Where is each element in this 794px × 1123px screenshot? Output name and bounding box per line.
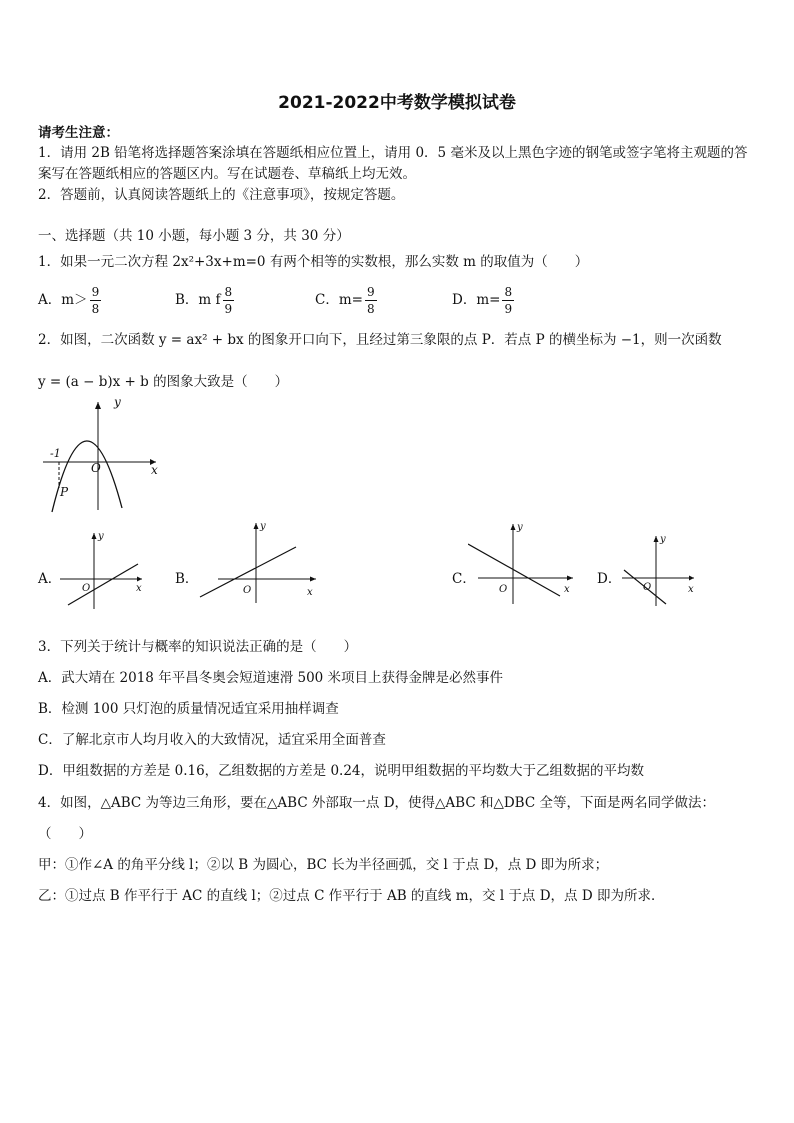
notice-item-1b: 案写在答题纸相应的答题区内。写在试题卷、草稿纸上均无效。 xyxy=(38,166,416,182)
fig-label-y: y xyxy=(114,395,121,409)
notice-item-1a: 1．请用 2B 铅笔将选择题答案涂填在答题纸相应位置上，请用 0．5 毫米及以上黑色字迹的钢笔或签字笔将主观题的答 xyxy=(38,145,748,161)
q1-option-c-fraction: $\frac{9}{8}$ xyxy=(366,285,375,316)
q2-option-d-label: D． xyxy=(597,571,622,587)
graph-a-line xyxy=(68,564,138,605)
q2-graph-d xyxy=(616,530,700,610)
graph-c-x: x xyxy=(564,584,570,595)
q2-graph-a xyxy=(58,525,148,613)
graph-a-y: y xyxy=(98,531,104,542)
q1-option-d-fraction: $\frac{8}{9}$ xyxy=(504,285,513,316)
graph-c-y: y xyxy=(517,522,523,533)
q1-option-b-fraction: $\frac{8}{9}$ xyxy=(224,285,233,316)
parabola-curve xyxy=(52,441,122,512)
fig-label-p: P xyxy=(60,485,69,499)
q1-option-b xyxy=(175,286,234,315)
graph-c-o: O xyxy=(499,584,508,595)
q3-option-c: C．了解北京市人均月收入的大致情况，适宜采用全面普查 xyxy=(38,732,386,748)
q1-option-b-label: B．m f xyxy=(175,292,221,308)
graph-d-x: x xyxy=(688,584,694,595)
q4-method-jia: 甲：①作∠A 的角平分线 l；②以 B 为圆心，BC 长为半径画弧，交 l 于点 D，点 D 即为所求； xyxy=(38,857,609,873)
q1-stem: 1．如果一元二次方程 2x²+3x+m=0 有两个相等的实数根，那么实数 m 的取值为（ ） xyxy=(38,254,589,270)
fig-label-x: x xyxy=(151,463,158,477)
q1-option-a-fraction: $\frac{9}{8}$ xyxy=(91,285,100,316)
graph-b-y: y xyxy=(260,521,266,532)
q2-stem-line2: y = (a − b)x + b 的图象大致是（ ） xyxy=(38,374,289,390)
q1-option-a-label: A．m＞ xyxy=(38,292,88,308)
page-title: 2021-2022中考数学模拟试卷 xyxy=(278,93,516,113)
q2-option-c-label: C． xyxy=(452,571,476,587)
q3-option-a: A．武大靖在 2018 年平昌冬奥会短道速滑 500 米项目上获得金牌是必然事件 xyxy=(38,670,504,686)
graph-b-x: x xyxy=(307,587,313,598)
graph-d-y: y xyxy=(660,534,666,545)
q1-option-d xyxy=(452,286,514,315)
fig-y-arrow xyxy=(95,402,101,409)
graph-c-line xyxy=(468,544,560,596)
fig-label-o: O xyxy=(91,461,101,475)
notice-heading: 请考生注意： xyxy=(38,125,119,141)
q2-graph-c xyxy=(468,516,578,606)
graph-d-o: O xyxy=(643,582,652,593)
parabola-figure xyxy=(38,392,168,517)
q3-stem: 3．下列关于统计与概率的知识说法正确的是（ ） xyxy=(38,639,358,655)
q2-option-a-label: A． xyxy=(38,571,62,587)
q2-stem-line1: 2．如图，二次函数 y = ax² + bx 的图象开口向下，且经过第三象限的点 P．若点 P 的横坐标为 −1，则一次函数 xyxy=(38,332,722,348)
q3-option-b: B．检测 100 只灯泡的质量情况适宜采用抽样调查 xyxy=(38,701,339,717)
q4-stem: 4．如图，△ABC 为等边三角形，要在△ABC 外部取一点 D，使得△ABC 和△DBC 全等，下面是两名同学做法： xyxy=(38,795,715,811)
q2-option-b-label: B． xyxy=(175,571,199,587)
graph-b-o: O xyxy=(243,585,252,596)
graph-a-o: O xyxy=(82,583,91,594)
graph-a-x: x xyxy=(136,583,142,594)
notice-item-2: 2．答题前，认真阅读答题纸上的《注意事项》，按规定答题。 xyxy=(38,187,405,203)
fig-label-neg1: -1 xyxy=(50,447,61,460)
q1-option-c-label: C．m= xyxy=(315,292,363,308)
q1-option-a xyxy=(38,286,101,315)
q2-graph-b xyxy=(196,517,320,607)
q3-option-d: D．甲组数据的方差是 0.16，乙组数据的方差是 0.24，说明甲组数据的平均数大于乙组数据的平均数 xyxy=(38,763,645,779)
q1-option-d-label: D．m= xyxy=(452,292,501,308)
q1-option-c xyxy=(315,286,377,315)
section-heading: 一、选择题（共 10 小题，每小题 3 分，共 30 分） xyxy=(38,228,350,244)
q4-answer-paren: （ ） xyxy=(38,826,92,842)
q4-method-yi: 乙：①过点 B 作平行于 AC 的直线 l；②过点 C 作平行于 AB 的直线 m，交 l 于点 D，点 D 即为所求． xyxy=(38,888,665,904)
